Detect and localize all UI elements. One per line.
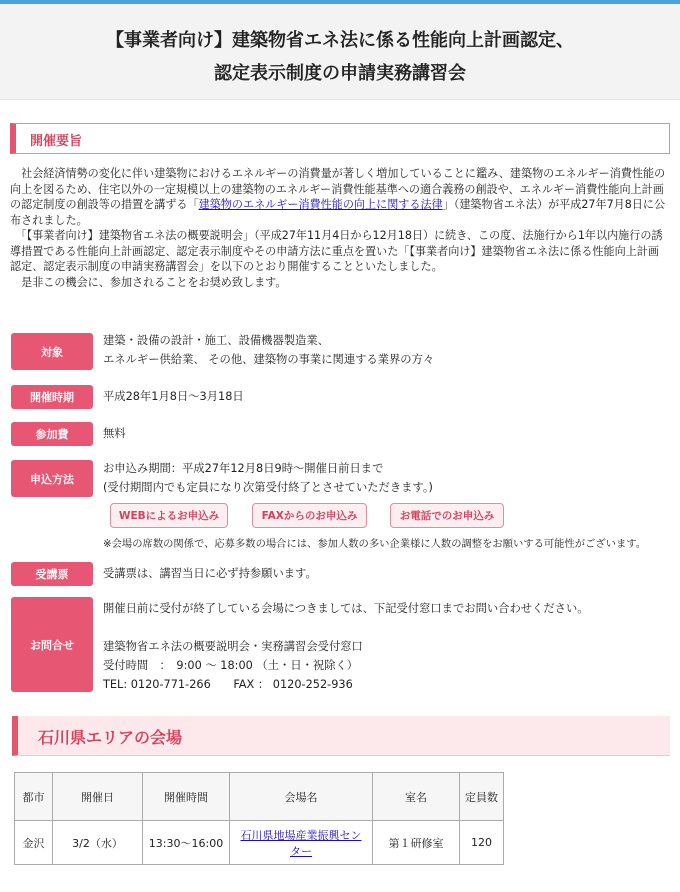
target-line2: エネルギー供給業、 その他、建築物の事業に関連する業界の方々	[103, 353, 435, 366]
apply-label: 申込方法	[11, 460, 93, 497]
col-room: 室名	[373, 773, 460, 821]
contact-text	[103, 599, 589, 694]
period-text: 平成28年1月8日～3月18日	[103, 390, 244, 403]
venue-link[interactable]	[241, 829, 362, 858]
contact-phone-fax: TEL: 0120-771-266 FAX ： 0120-252-936	[103, 678, 353, 691]
apply-text	[103, 459, 433, 497]
fax-apply-button[interactable]: FAXからのお申込み	[252, 503, 367, 528]
section-heading-label: 開催要旨	[30, 134, 83, 149]
col-venue: 会場名	[230, 773, 373, 821]
col-capacity: 定員数	[460, 773, 504, 821]
intro-paragraph-2: 「【事業者向け】建築物省エネ法の概要説明会」（平成27年11月4日から12月18日）に続き、この度、法施行から1年以内施行の誘導措置である性能向上計画認定、認定表示制度やその申請方法に重点を置いた「【事業者向け】建築物省エネ法に係る性能向上計画認定、認定表示制度の申請実務講習会」を以下のとおり開催することといたしました。	[10, 229, 663, 273]
cell-time: 13:30～16:00	[143, 821, 230, 865]
period-label: 開催時期	[11, 385, 93, 409]
page-title-line2: 認定表示制度の申請実務講習会	[214, 63, 466, 84]
venue-link-line2: ター	[290, 844, 312, 858]
cell-room: 第１研修室	[373, 821, 460, 865]
intro-p1-before: 社会経済情勢の変化に伴い建築物におけるエネルギーの消費量が著しく増加していることに鑑み、建築物のエネルギー消費性能の向上を図るため、住宅以外の一定規模以上の建築物のエネルギー消費性能基準への適合義務の創設や、エネルギー消費性能向上計画の認定制度の創設等の措置を講ずる「	[10, 167, 666, 211]
law-link[interactable]: 建築物のエネルギー消費性能の向上に関する法律	[198, 198, 443, 211]
cell-date: 3/2（水）	[53, 821, 143, 865]
contact-hours: 受付時間 ： 9:00 ～ 18:00 （土・日・祝除く）	[103, 659, 359, 672]
contact-line2: 建築物省エネ法の概要説明会・実務講習会受付窓口	[103, 640, 363, 653]
target-text	[103, 331, 434, 369]
contact-label: お問合せ	[11, 597, 93, 692]
area-heading-label: 石川県エリアの会場	[38, 728, 183, 747]
ticket-text: 受講票は、講習当日に必ず持参願います。	[103, 567, 317, 580]
intro-p1-after: 」（建築物省エネ法）が平成27年7月8日に公布されました。	[10, 198, 666, 227]
col-date: 開催日	[53, 773, 143, 821]
apply-note-line: (受付期間内でも定員になり次第受付終了とさせていただきます。)	[103, 481, 433, 494]
cell-venue	[230, 821, 373, 865]
intro-paragraph-1	[10, 166, 670, 228]
seat-note: ※会場の席数の関係で、応募多数の場合には、参加人数の多い企業様に人数の調整をお願いする可能性がございます。	[103, 538, 647, 550]
col-city: 都市	[15, 773, 53, 821]
table-row	[15, 821, 504, 865]
area-heading	[12, 716, 670, 756]
page-title	[0, 24, 680, 90]
fee-label: 参加費	[11, 422, 93, 446]
contact-line1: 開催日前に受付が終了している会場につきましては、下記受付窓口までお問い合わせください。	[103, 602, 589, 615]
cell-city: 金沢	[15, 821, 53, 865]
web-apply-button[interactable]: WEBによるお申込み	[110, 503, 228, 528]
venue-table	[14, 772, 504, 865]
fee-text: 無料	[103, 427, 126, 440]
intro-paragraph-3: 是非この機会に、参加されることをお奨め致します。	[10, 275, 287, 289]
section-heading	[10, 123, 670, 154]
table-header-row	[15, 773, 504, 821]
cell-capacity: 120	[460, 821, 504, 865]
ticket-label: 受講票	[11, 562, 93, 586]
apply-period-line: お申込み期間：平成27年12月8日9時～開催日前日まで	[103, 462, 384, 475]
venue-link-line1: 石川県地場産業振興セン	[240, 828, 362, 842]
intro-text	[10, 166, 670, 290]
phone-apply-button[interactable]: お電話でのお申込み	[390, 503, 504, 528]
page-header	[0, 4, 680, 100]
target-label: 対象	[11, 333, 93, 370]
col-time: 開催時間	[143, 773, 230, 821]
target-line1: 建築・設備の設計・施工、設備機器製造業、	[103, 334, 329, 347]
page-title-line1: 【事業者向け】建築物省エネ法に係る性能向上計画認定、	[106, 30, 574, 51]
